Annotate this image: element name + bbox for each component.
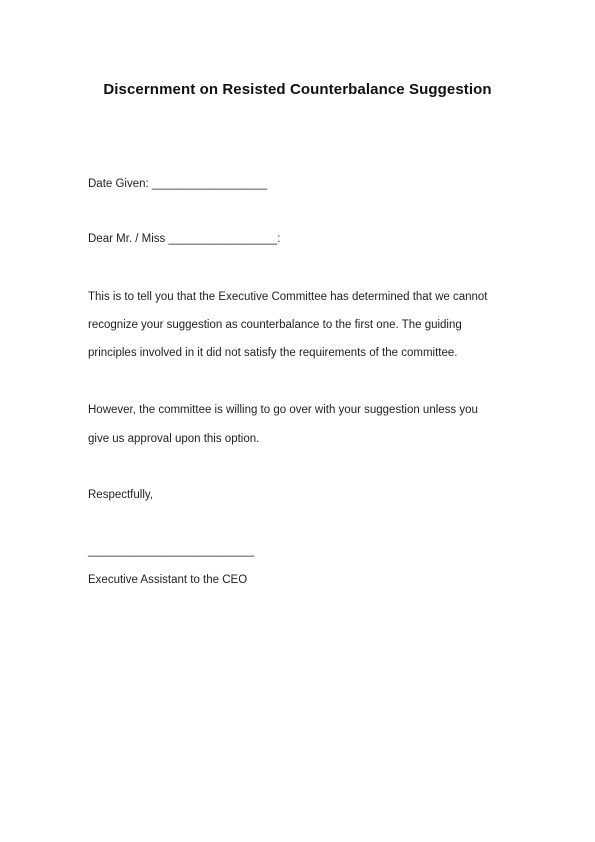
paragraph-2-line-2: give us approval upon this option. bbox=[88, 433, 260, 445]
paragraph-2-line-1: However, the committee is willing to go over with your suggestion unless you bbox=[88, 404, 478, 416]
paragraph-1-line-1: This is to tell you that the Executive Committee has determined that we cannot bbox=[88, 291, 488, 303]
closing: Respectfully, bbox=[88, 489, 153, 501]
salutation: Dear Mr. / Miss _________________: bbox=[88, 233, 281, 245]
paragraph-1-line-3: principles involved in it did not satisfy the requirements of the committee. bbox=[88, 347, 458, 359]
signature-line: __________________________ bbox=[88, 545, 255, 557]
document-title: Discernment on Resisted Counterbalance Suggestion bbox=[103, 81, 492, 98]
date-line: Date Given: __________________ bbox=[88, 178, 268, 190]
paragraph-1-line-2: recognize your suggestion as counterbalance to the first one. The guiding bbox=[88, 319, 462, 331]
signatory: Executive Assistant to the CEO bbox=[88, 574, 248, 586]
